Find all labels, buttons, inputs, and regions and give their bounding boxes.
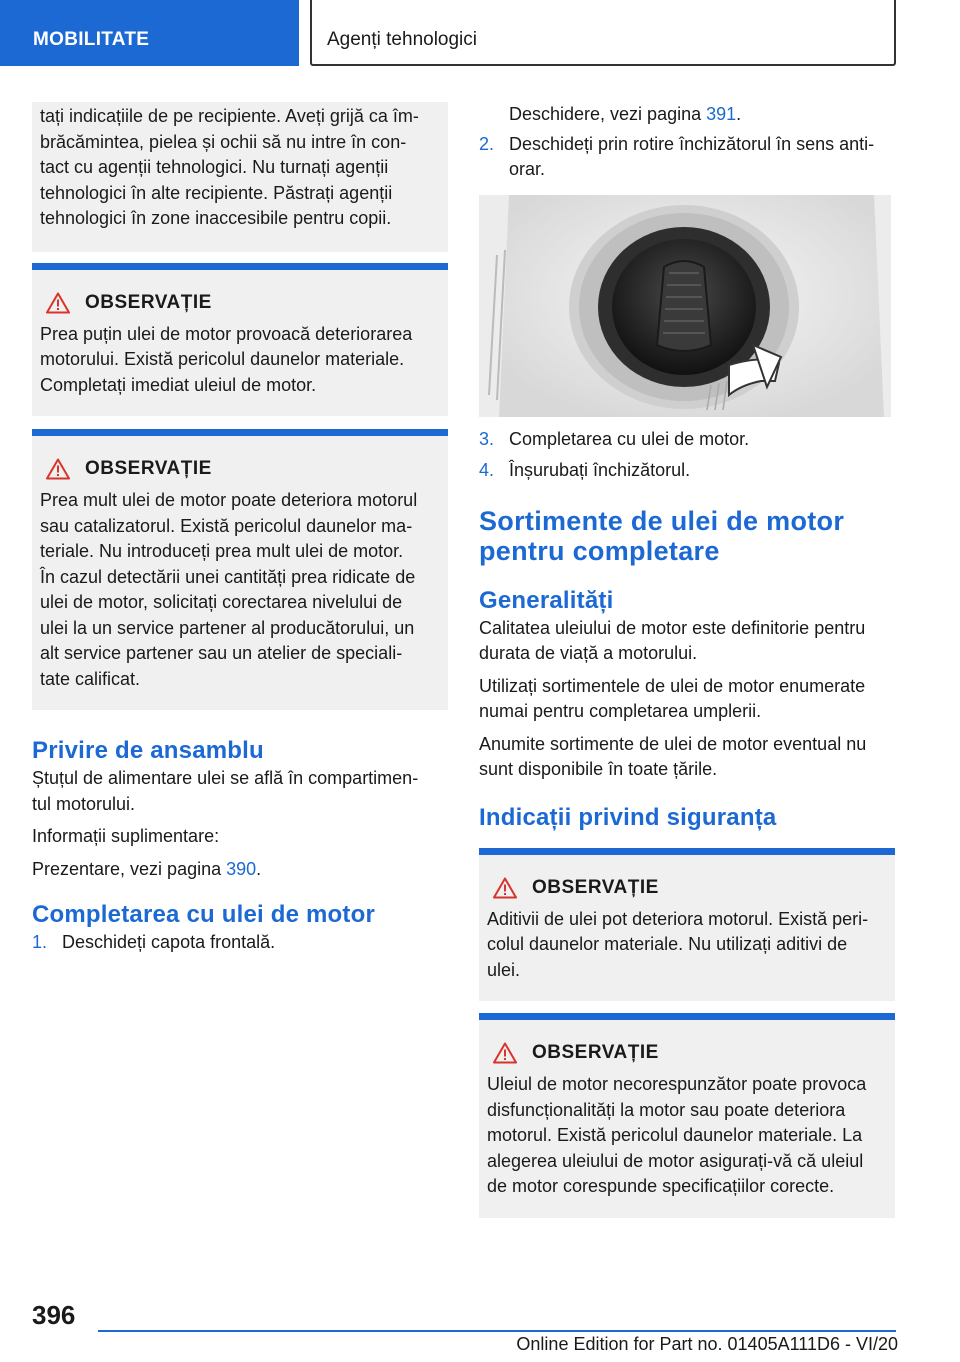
step-number: 2. (479, 133, 495, 154)
step-item (479, 427, 895, 453)
step-item (479, 458, 895, 484)
section-heading-sorts (479, 506, 895, 566)
intro-line: tact cu agenții tehnologici. Nu turnați agenții (40, 157, 389, 177)
warning-icon (493, 877, 517, 899)
step-number: 4. (479, 460, 495, 480)
reference-text: Deschidere, vezi pagina (509, 104, 707, 124)
oil-filler-cap-illustration (479, 195, 891, 417)
page-link-391[interactable]: 391 (706, 104, 737, 124)
note-line: ulei. (487, 959, 521, 980)
note-line: ulei de motor, solicitați corectarea nivelului de (40, 592, 403, 612)
note-line: colul daunelor materiale. Nu utilizați aditivi de (487, 934, 848, 954)
section-heading-safety: Indicații privind siguranța (479, 803, 777, 831)
reference-suffix: . (736, 104, 742, 124)
note-title (46, 454, 440, 484)
reference-suffix: . (256, 858, 262, 879)
note-line: În cazul detectării unei cantități prea ridicate de (40, 566, 416, 587)
paragraph-line: Calitatea uleiului de motor este definitorie pentru (479, 617, 866, 638)
intro-line: tehnologici în alte recipiente. Păstrați agenții (40, 182, 393, 203)
note-box-wrong-oil (479, 1013, 895, 1218)
step-text: Completarea cu ulei de motor. (509, 428, 750, 449)
intro-box (32, 102, 448, 252)
note-title (493, 1038, 887, 1068)
note-title-text: OBSERVAȚIE (85, 458, 212, 479)
note-line: de motor corespunde specificațiilor corecte. (487, 1176, 835, 1196)
subheading-general: Generalități (479, 586, 614, 614)
chapter-title: Agenți tehnologici (327, 29, 477, 50)
note-title (493, 873, 887, 903)
paragraph-line: numai pentru completarea umplerii. (479, 701, 762, 721)
step-continuation (479, 102, 895, 128)
note-box-oil-high (32, 429, 448, 710)
note-title-text: OBSERVAȚIE (532, 1042, 659, 1063)
note-line: Uleiul de motor necorespunzător poate provoca (487, 1074, 867, 1094)
note-box-oil-low (32, 263, 448, 417)
step-text: orar. (509, 159, 546, 179)
note-line: Aditivii de ulei pot deteriora motorul. Există peri‐ (487, 908, 869, 929)
warning-icon (46, 292, 70, 314)
reference-text: Prezentare, vezi pagina (32, 858, 227, 879)
note-line: alt service partener sau un atelier de speciali‐ (40, 643, 403, 663)
intro-line: tehnologici în zone inaccesibile pentru copii. (40, 208, 392, 228)
note-line: sau catalizatorul. Există pericolul daunelor ma‐ (40, 515, 413, 536)
paragraph-line: Ștuțul de alimentare ulei se află în compartimen‐ (32, 768, 419, 788)
step-text: Deschideți prin rotire închizătorul în sens anti‐ (509, 133, 875, 154)
note-line: Prea puțin ulei de motor provoacă deteriorarea (40, 323, 413, 344)
footer-divider (98, 1330, 896, 1332)
step-text: Înșurubați închizătorul. (509, 460, 691, 480)
step-number: 3. (479, 428, 495, 449)
section-title: MOBILITATE (33, 29, 150, 50)
note-line: alegerea uleiului de motor asigurați-vă că uleiul (487, 1150, 864, 1171)
paragraph-line: durata de viață a motorului. (479, 643, 698, 663)
paragraph-line: tul motorului. (32, 793, 136, 814)
warning-icon (493, 1042, 517, 1064)
section-heading-overview: Privire de ansamblu (32, 737, 264, 764)
note-line: teriale. Nu introduceți prea mult ulei de motor. (40, 541, 404, 561)
step-text: Deschideți capota frontală. (62, 932, 276, 952)
note-line: disfuncționalități la motor sau poate deteriora (487, 1099, 846, 1120)
intro-line: tați indicațiile de pe recipiente. Aveți grijă ca îm‐ (40, 106, 419, 126)
step-number: 1. (32, 932, 48, 952)
left-column (32, 102, 448, 956)
note-line: tate calificat. (40, 668, 141, 689)
chapter-tab (310, 0, 896, 66)
oil-filler-cap-photo (479, 195, 891, 417)
paragraph-line: sunt disponibile în toate țările. (479, 759, 718, 779)
warning-icon (46, 458, 70, 480)
step-item (32, 930, 448, 956)
note-line: motorului. Există pericolul daunelor materiale. (40, 349, 405, 369)
note-title-text: OBSERVAȚIE (532, 876, 659, 898)
note-line: Completați imediat uleiul de motor. (40, 374, 317, 395)
edition-note: Online Edition for Part no. 01405A111D6 - VI/20 (516, 1334, 898, 1354)
intro-line: brăcămintea, pielea și ochii să nu intre în con‐ (40, 131, 407, 152)
note-line: motorul. Există pericolul daunelor materiale. La (487, 1125, 863, 1145)
cross-reference (32, 857, 448, 883)
step-item (479, 132, 895, 183)
heading-line: pentru completare (479, 535, 720, 566)
page-number: 396 (32, 1300, 76, 1330)
section-tab (0, 0, 299, 66)
paragraph-line: Anumite sortimente de ulei de motor eventual nu (479, 733, 867, 754)
note-box-additives (479, 848, 895, 1002)
heading-line: Sortimente de ulei de motor (479, 505, 845, 536)
paragraph: Informații suplimentare: (32, 826, 220, 846)
note-line: Prea mult ulei de motor poate deteriora motorul (40, 490, 418, 510)
note-title (46, 288, 440, 318)
right-column (479, 102, 895, 1218)
note-title-text: OBSERVAȚIE (85, 291, 212, 313)
section-heading-filling: Completarea cu ulei de motor (32, 901, 376, 928)
page-link-390[interactable]: 390 (226, 858, 257, 879)
note-line: ulei la un service partener al producătorului, un (40, 617, 415, 638)
paragraph-line: Utilizați sortimentele de ulei de motor enumerate (479, 675, 866, 696)
